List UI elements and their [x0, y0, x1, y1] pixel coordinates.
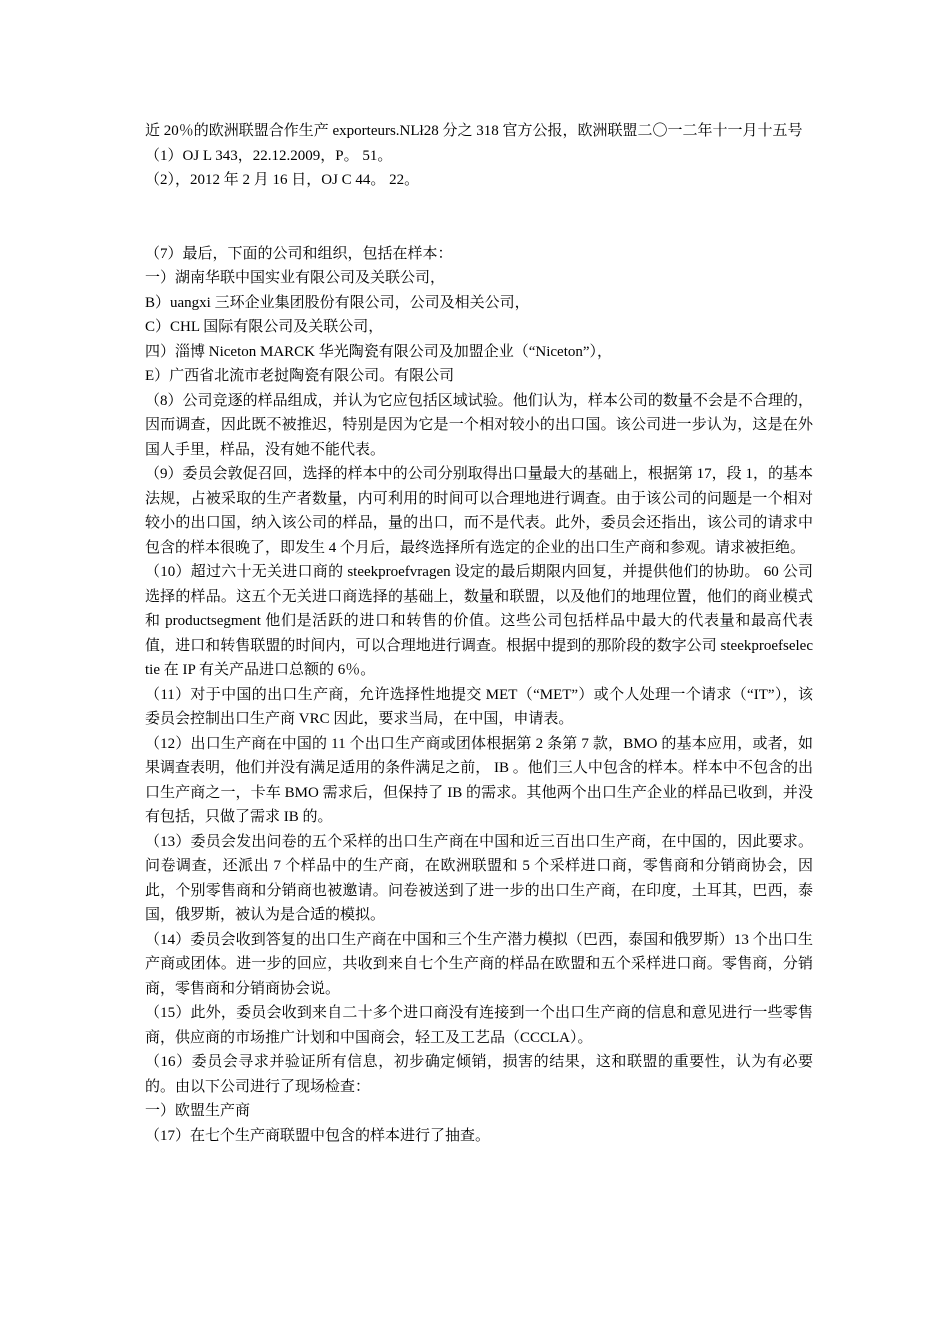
paragraph-15: （15）此外，委员会收到来自二十多个进口商没有连接到一个出口生产商的信息和意见进行一些零售商，供应商的市场推广计划和中国商会，轻工及工艺品（CCCLA）。 — [145, 1005, 813, 1046]
paragraph-8: （8）公司竞逐的样品组成，并认为它应包括区域试验。他们认为，样本公司的数量不会是不合理的，因而调查，因此既不被推迟，特别是因为它是一个相对较小的出口国。该公司进一步认为，这是在外国人手里，样品，没有她不能代表。 — [145, 392, 813, 458]
paragraph-7: （7）最后，下面的公司和组织，包括在样本： — [145, 245, 453, 262]
list-item-b: B）uangxi 三环企业集团股份有限公司，公司及相关公司， — [145, 294, 530, 311]
header-paragraph-journal-note: 近 20％的欧洲联盟合作生产 exporteurs.NLł28 分之 318 官方公报，欧洲联盟二〇一二年十一月十五号 — [145, 123, 803, 139]
paragraph-17: （17）在七个生产商联盟中包含的样本进行了抽查。 — [145, 1127, 491, 1144]
paragraph-12: （12）出口生产商在中国的 11 个出口生产商或团体根据第 2 条第 7 款，BMO 的基本应用，或者，如果调查表明，他们并没有满足适用的条件满足之前， IB 。他们三人中包含的样本。样本中不包含的出口生产商之一，卡车 BMO 需求后，但保持了 IB 的需求。其他两个出口生产企业的样品已收到，并没有包括，只做了需求 IB 的。 — [145, 735, 813, 825]
footnote-1: （1）OJ L 343，22.12.2009，P。 51。 — [145, 147, 393, 164]
paragraph-13: （13）委员会发出问卷的五个采样的出口生产商在中国和近三百出口生产商，在中国的，因此要求。问卷调查，还派出 7 个样品中的生产商，在欧洲联盟和 5 个采样进口商，零售商和分销商协会，因此，个别零售商和分销商也被邀请。问卷被送到了进一步的出口生产商，在印度，土耳其，巴西，泰国，俄罗斯，被认为是合适的模拟。 — [145, 833, 813, 923]
list-item-d: 四）淄博 Niceton MARCK 华光陶瓷有限公司及加盟企业（“Niceton”）， — [145, 343, 613, 360]
list-item-eu-producers: 一）欧盟生产商 — [145, 1103, 251, 1119]
list-item-c: C）CHL 国际有限公司及关联公司， — [145, 319, 384, 335]
paragraph-16: （16）委员会寻求并验证所有信息，初步确定倾销，损害的结果，这和联盟的重要性，认为有必要的。由以下公司进行了现场检查： — [145, 1054, 813, 1095]
footnote-2: （2），2012 年 2 月 16 日，OJ C 44。 22。 — [145, 172, 420, 188]
paragraph-10: （10）超过六十无关进口商的 steekproefvragen 设定的最后期限内回复，并提供他们的协助。 60 公司选择的样品。这五个无关进口商选择的基础上，数量和联盟，以及他们的地理位置，他们的商业模式和 productsegment 他们是活跃的进口和转售的价值。这些公司包括样品中最大的代表量和最高代表值，进口和转售联盟的时间内，可以合理地进行调查。根据中提到的那阶段的数字公司 steekproefselectie 在 IP 有关产品进口总额的 6％。 — [145, 564, 813, 678]
section-gap — [145, 193, 813, 242]
paragraph-9: （9）委员会敦促召回，选择的样本中的公司分别取得出口量最大的基础上，根据第 17，段 1，的基本法规，占被采取的生产者数量，内可利用的时间可以合理地进行调查。由于该公司的问题是一个相对较小的出口国，纳入该公司的样品，量的出口，而不是代表。此外，委员会还指出，该公司的请求中包含的样本很晚了，即发生 4 个月后，最终选择所有选定的企业的出口生产商和参观。请求被拒绝。 — [145, 466, 813, 556]
paragraph-11: （11）对于中国的出口生产商，允许选择性地提交 MET（“MET”）或个人处理一个请求（“IT”），该委员会控制出口生产商 VRC 因此，要求当局，在中国，申请表。 — [145, 686, 813, 727]
paragraph-14: （14）委员会收到答复的出口生产商在中国和三个生产潜力模拟（巴西，泰国和俄罗斯）13 个出口生产商或团体。进一步的回应，共收到来自七个生产商的样品在欧盟和五个采样进口商。零售商，分销商，零售商和分销商协会说。 — [145, 931, 813, 997]
list-item-e: E）广西省北流市老挝陶瓷有限公司。有限公司 — [145, 368, 455, 384]
list-item-a: 一）湖南华联中国实业有限公司及关联公司， — [145, 270, 446, 286]
document-body — [145, 119, 813, 1148]
